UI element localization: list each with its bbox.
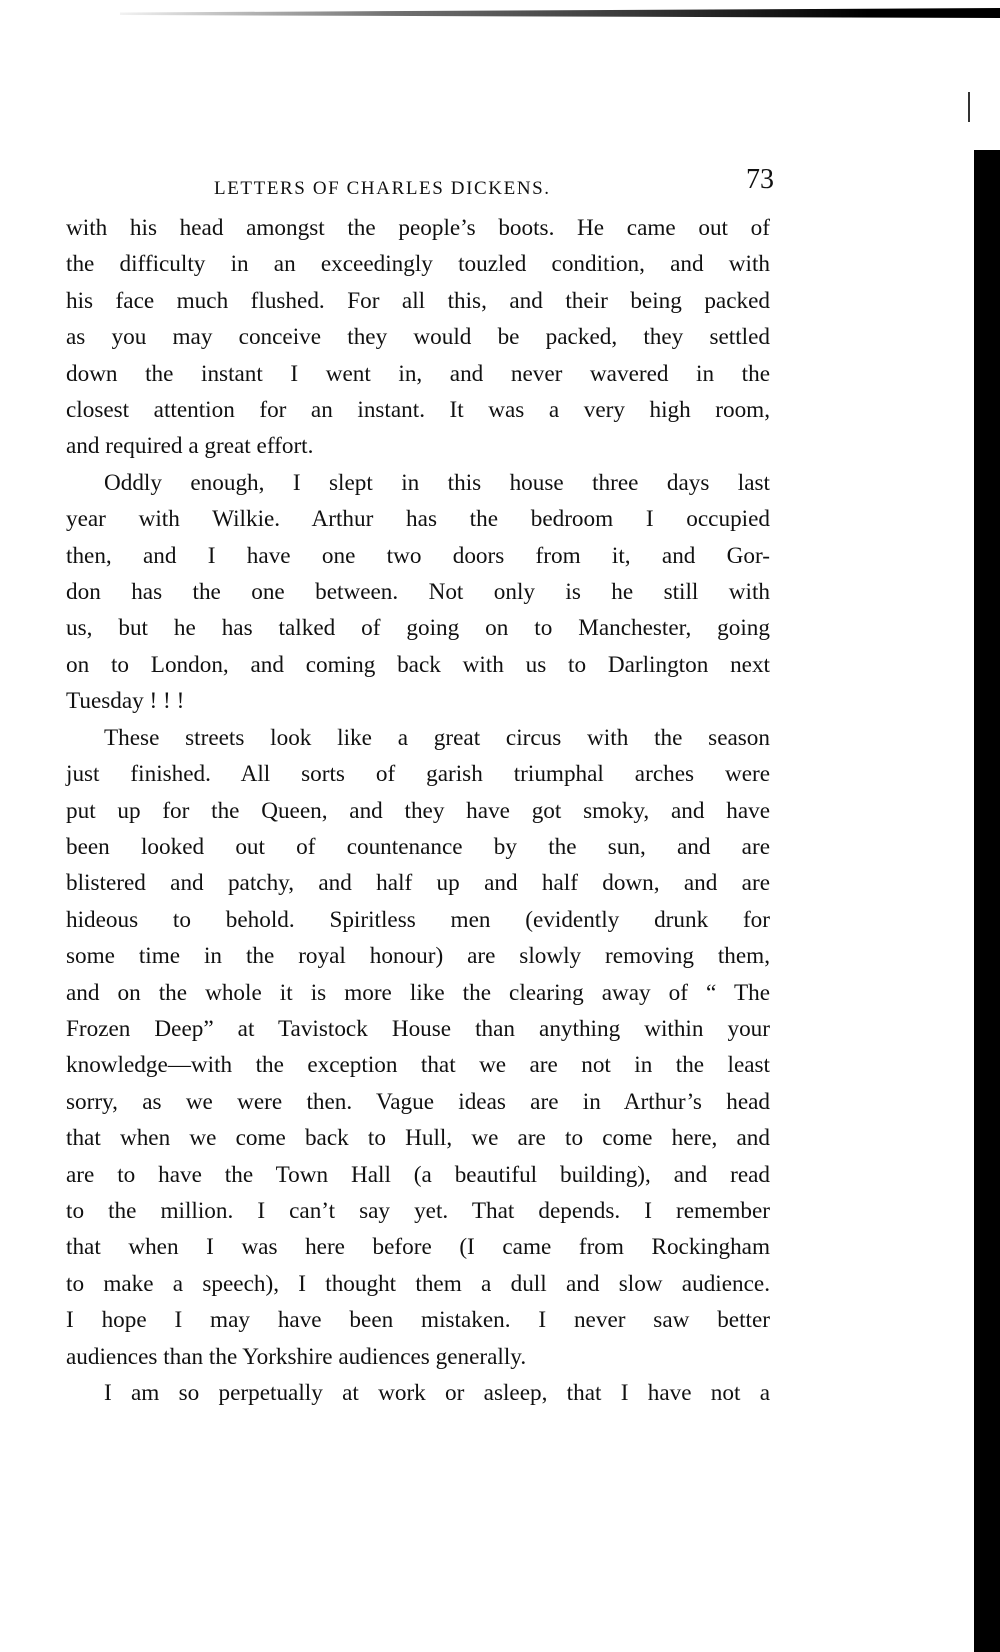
text-line: closest attention for an instant. It was a very high room, — [66, 397, 770, 424]
text-line: on to London, and coming back with us to Darlington next — [66, 651, 770, 678]
text-line: the difficulty in an exceedingly touzled condition, and with — [66, 251, 770, 278]
text-line: down the instant I went in, and never wavered in the — [66, 360, 770, 387]
text-line: Frozen Deep” at Tavistock House than anything within your — [66, 1015, 770, 1042]
text-line: hideous to behold. Spiritless men (evidently drunk for — [66, 906, 770, 933]
paragraph — [66, 1375, 770, 1411]
text-line: don has the one between. Not only is he still with — [66, 579, 770, 606]
running-head — [66, 160, 774, 210]
text-line: sorry, as we were then. Vague ideas are in Arthur’s head — [66, 1088, 770, 1115]
text-line: that when I was here before (I came from Rockingham — [66, 1234, 770, 1261]
scan-binding-shadow — [974, 150, 1000, 1652]
page-number: 73 — [746, 164, 774, 195]
paragraph — [66, 465, 770, 720]
text-line: knowledge—with the exception that we are not in the least — [66, 1052, 770, 1079]
text-line: I hope I may have been mistaken. I never saw better — [66, 1307, 770, 1334]
text-line: that when we come back to Hull, we are to come here, and — [66, 1125, 770, 1152]
book-page — [66, 160, 774, 1411]
body-text — [66, 210, 770, 1411]
running-title: LETTERS OF CHARLES DICKENS. — [214, 178, 551, 199]
text-line: us, but he has talked of going on to Manchester, going — [66, 615, 770, 642]
text-line: as you may conceive they would be packed, they settled — [66, 324, 770, 351]
text-line: with his head amongst the people’s boots. He came out of — [66, 215, 770, 241]
text-line: then, and I have one two doors from it, and Gor- — [66, 542, 770, 569]
text-line: and required a great effort. — [66, 433, 314, 460]
scan-top-edge — [120, 8, 1000, 18]
text-line: year with Wilkie. Arthur has the bedroom I occupied — [66, 506, 770, 533]
text-line: put up for the Queen, and they have got smoky, and have — [66, 797, 770, 824]
text-line: blistered and patchy, and half up and half down, and are — [66, 870, 770, 897]
scan-margin-mark — [968, 92, 970, 122]
text-line: These streets look like a great circus with the season — [104, 724, 770, 751]
text-line: just finished. All sorts of garish triumphal arches were — [66, 761, 770, 788]
text-line: Oddly enough, I slept in this house three days last — [104, 469, 770, 496]
text-line: I am so perpetually at work or asleep, that I have not a — [104, 1380, 770, 1406]
text-line: been looked out of countenance by the sun, and are — [66, 833, 770, 860]
text-line: his face much flushed. For all this, and their being packed — [66, 287, 770, 314]
paragraph — [66, 720, 770, 1375]
text-line: to the million. I can’t say yet. That depends. I remember — [66, 1197, 770, 1224]
text-line: some time in the royal honour) are slowly removing them, — [66, 943, 770, 970]
text-line: to make a speech), I thought them a dull and slow audience. — [66, 1270, 770, 1297]
text-line: and on the whole it is more like the clearing away of “ The — [66, 979, 770, 1006]
paragraph — [66, 210, 770, 465]
text-line: audiences than the Yorkshire audiences generally. — [66, 1343, 527, 1370]
text-line: Tuesday ! ! ! — [66, 688, 185, 715]
text-line: are to have the Town Hall (a beautiful building), and read — [66, 1161, 770, 1188]
